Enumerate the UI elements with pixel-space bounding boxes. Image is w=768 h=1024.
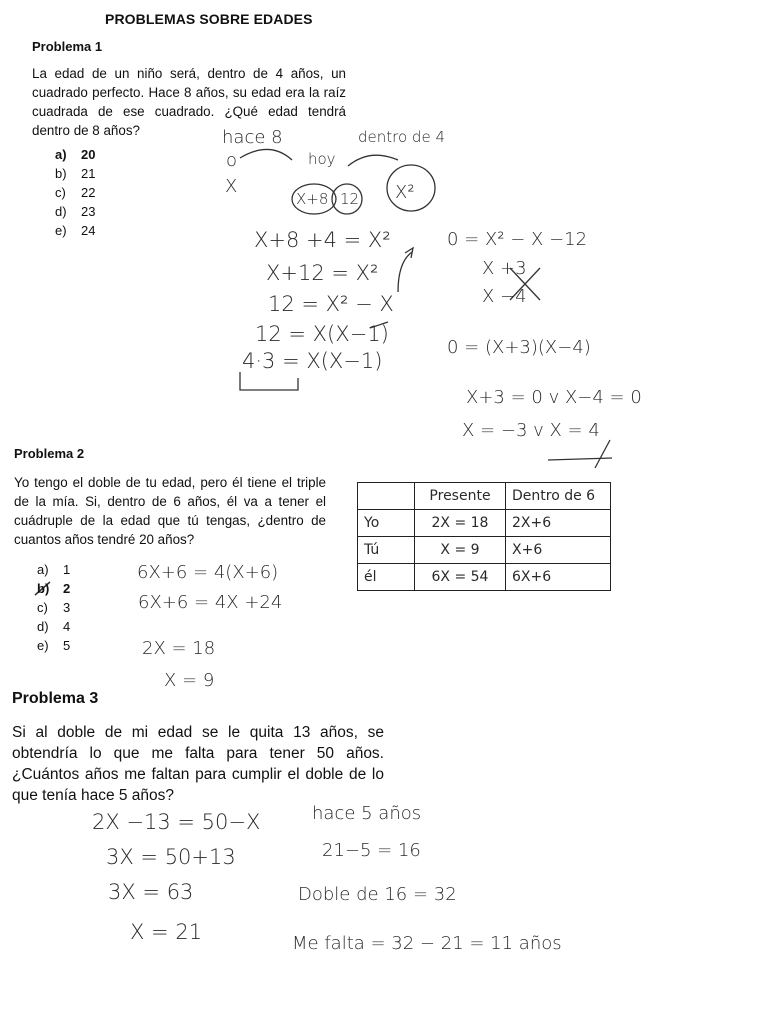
hw-p1-eq5: 4·3 = X(X−1)	[242, 349, 383, 373]
hw-p2-eq3: 2X = 18	[142, 638, 216, 659]
hw-p1-eq7: 0 = (X+3)(X−4)	[447, 337, 591, 358]
option-d: d) 23	[55, 204, 96, 219]
table-cell	[358, 483, 415, 510]
table-cell: Yo	[358, 510, 415, 537]
hw-x2: X²	[395, 182, 415, 203]
table-cell: X = 9	[415, 537, 506, 564]
table-cell: él	[358, 564, 415, 591]
table-cell: 2X+6	[506, 510, 611, 537]
hw-zero: o	[226, 150, 238, 171]
table-cell: Tú	[358, 537, 415, 564]
problem-3-heading: Problema 3	[12, 690, 99, 707]
hw-p2-eq2: 6X+6 = 4X +24	[138, 592, 283, 613]
problem-1-heading: Problema 1	[32, 39, 103, 54]
hw-p3-r1: hace 5 años	[312, 803, 422, 824]
option-a: a) 20	[55, 147, 96, 162]
hw-p1-eq9: X = −3 v X = 4	[462, 420, 600, 441]
option-c: c) 3	[37, 600, 71, 615]
hw-p3-eq4: X = 21	[130, 920, 203, 944]
hw-hace8: hace 8	[222, 127, 283, 148]
table-cell: 6X = 54	[415, 564, 506, 591]
hw-x: X	[225, 176, 238, 197]
table-cell: 2X = 18	[415, 510, 506, 537]
hw-p1-eq2: X+12 = X²	[266, 261, 379, 285]
table-row	[358, 564, 611, 591]
option-b: b) 2	[37, 581, 71, 596]
option-e: e) 24	[55, 223, 96, 238]
table-cell: Dentro de 6	[506, 483, 611, 510]
hw-dentro: dentro de 4	[358, 128, 445, 146]
table-cell: Presente	[415, 483, 506, 510]
table-cell: X+6	[506, 537, 611, 564]
hw-p2-eq4: X = 9	[164, 670, 215, 691]
hw-p1-eq3: 12 = X² − X	[268, 292, 394, 316]
hw-p1-f1: X +3	[482, 258, 527, 279]
page-title: PROBLEMAS SOBRE EDADES	[105, 11, 313, 27]
hw-p3-r2: 21−5 = 16	[322, 840, 421, 861]
hw-p2-eq1: 6X+6 = 4(X+6)	[137, 562, 279, 583]
option-c: c) 22	[55, 185, 96, 200]
hw-twelve: 12	[340, 190, 360, 208]
option-d: d) 4	[37, 619, 71, 634]
hw-p1-eq6: 0 = X² − X −12	[447, 229, 588, 250]
hw-p3-r4: Me falta = 32 − 21 = 11 años	[292, 933, 562, 954]
table-row	[358, 537, 611, 564]
option-a: a) 1	[37, 562, 71, 577]
problem-1-statement: La edad de un niño será, dentro de 4 años, un cuadrado perfecto. Hace 8 años, su edad era la raíz cuadrada de ese cuadrado. ¿Qué edad tendrá dentro de 8 años?	[32, 66, 346, 138]
table-header-row	[358, 483, 611, 510]
problem-3-statement: Si al doble de mi edad se le quita 13 años, se obtendría lo que me falta para tener 50 años. ¿Cuántos años me faltan para cumplir el doble de lo que tenía hace 5 años?	[12, 724, 384, 804]
hw-p3-eq2: 3X = 50+13	[106, 845, 236, 869]
problem-2-heading: Problema 2	[14, 446, 85, 461]
hw-p3-eq3: 3X = 63	[108, 880, 194, 904]
table-row	[358, 510, 611, 537]
ages-table	[357, 482, 611, 591]
hw-x8: X+8	[296, 190, 329, 208]
problem-2-statement: Yo tengo el doble de tu edad, pero él tiene el triple de la mía. Si, dentro de 6 años, él va a tener el cuádruple de la edad que tú tengas, ¿dentro de cuantos años tendré 20 años?	[14, 475, 326, 547]
option-b: b) 21	[55, 166, 96, 181]
hw-p3-r3: Doble de 16 = 32	[298, 884, 457, 905]
option-e: e) 5	[37, 638, 71, 653]
hw-p1-eq8: X+3 = 0 v X−4 = 0	[466, 387, 642, 408]
table-cell: 6X+6	[506, 564, 611, 591]
hw-p1-eq1: X+8 +4 = X²	[254, 228, 391, 252]
problem-2-options	[37, 560, 70, 655]
hw-p1-eq4: 12 = X(X−1)	[255, 322, 389, 346]
hw-hoy: hoy	[308, 150, 336, 168]
hw-p3-eq1: 2X −13 = 50−X	[92, 810, 261, 834]
hw-p1-f2: X −4	[482, 286, 527, 307]
